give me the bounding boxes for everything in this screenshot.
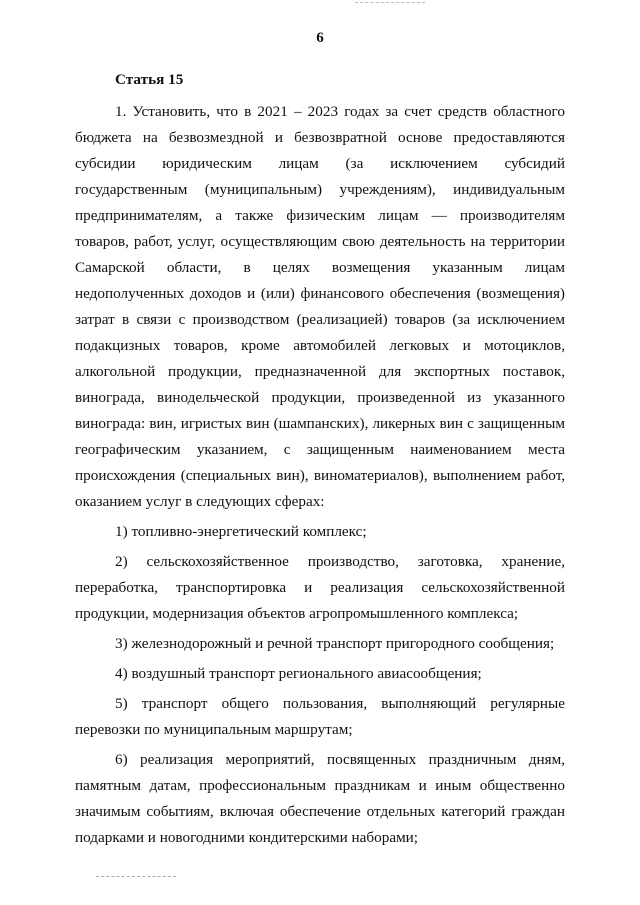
list-item-5: 5) транспорт общего пользования, выполняющий регулярные перевозки по муниципальным маршрутам;	[75, 695, 565, 738]
list-item-6: 6) реализация мероприятий, посвященных праздничным дням, памятным датам, профессиональным праздникам и иным общественно значимым событиям, включая обеспечение отдельных категорий граждан подарками и новогодними кондитерскими наборами;	[75, 751, 565, 846]
list-item-3: 3) железнодорожный и речной транспорт пригородного сообщения;	[115, 635, 555, 652]
page-number: 6	[316, 30, 324, 46]
scan-artifact-top	[355, 2, 425, 4]
scan-artifact-bottom	[96, 876, 176, 878]
document-body	[75, 67, 565, 851]
list-item-2: 2) сельскохозяйственное производство, заготовка, хранение, переработка, транспортировка и реализация сельскохозяйственной продукции, модернизация объектов агропромышленного комплекса;	[75, 553, 565, 622]
intro-paragraph: 1. Установить, что в 2021 – 2023 годах за счет средств областного бюджета на безвозмездной и безвозвратной основе предоставляются субсидии юридическим лицам (за исключением субсидий государственным (муниципальным) учреждениям), индивидуальным предпринимателям, а также физическим лицам — производителям товаров, работ, услуг, осуществляющим свою деятельность на территории Самарской области, в целях возмещения указанным лицам недополученных доходов и (или) финансового обеспечения (возмещения) затрат в связи с производством (реализацией) товаров (за исключением подакцизных товаров, кроме автомобилей легковых и мотоциклов, алкогольной продукции, предназначенной для экспортных поставок, винограда, винодельческой продукции, произведенной из указанного винограда: вин, игристых вин (шампанских), ликерных вин с защищенным географическим указанием, с защищенным наименованием места происхождения (специальных вин), виноматериалов), выполнением работ, оказанием услуг в следующих сферах:	[75, 103, 565, 510]
list-item-1: 1) топливно-энергетический комплекс;	[115, 523, 367, 540]
list-item-4: 4) воздушный транспорт регионального авиасообщения;	[115, 665, 482, 682]
article-title: Статья 15	[115, 71, 184, 88]
